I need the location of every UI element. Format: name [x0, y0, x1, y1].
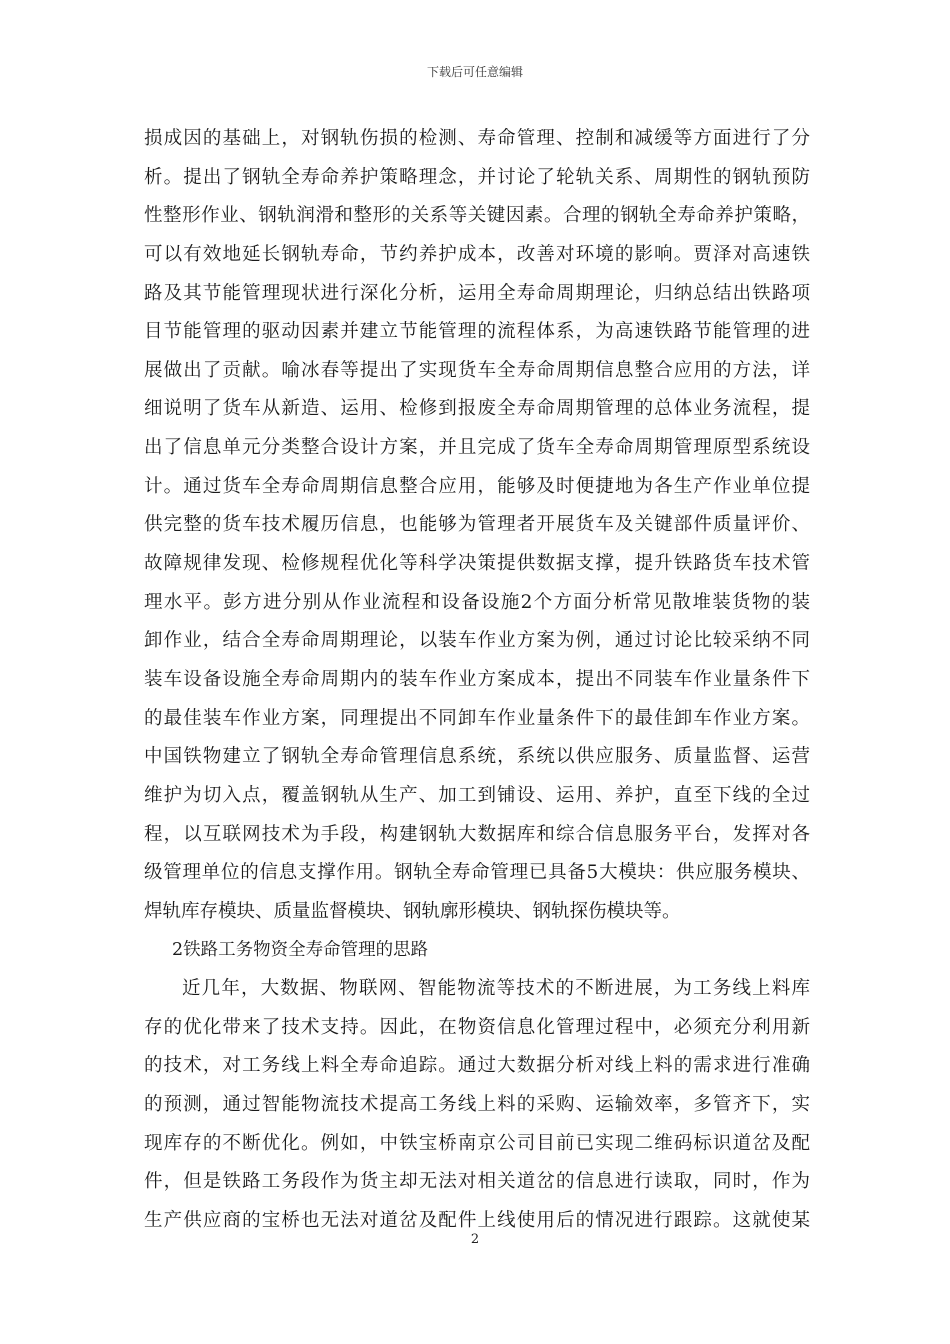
page-number: 2 — [470, 1232, 480, 1247]
text-line: 出了信息单元分类整合设计方案，并且完成了货车全寿命周期管理原型系统设 — [144, 437, 810, 459]
text-line: 细说明了货车从新造、运用、检修到报废全寿命周期管理的总体业务流程，提 — [144, 398, 810, 420]
text-line: 现库存的不断优化。例如，中铁宝桥南京公司目前已实现二维码标识道岔及配 — [144, 1132, 810, 1154]
text-line: 路及其节能管理现状进行深化分析，运用全寿命周期理论，归纳总结出铁路项 — [144, 282, 810, 304]
text-line: 卸作业，结合全寿命周期理论，以装车作业方案为例，通过讨论比较采纳不同 — [144, 630, 810, 652]
document-body — [144, 120, 810, 1241]
text-line: 级管理单位的信息支撑作用。钢轨全寿命管理已具备5大模块：供应服务模块、 — [144, 862, 810, 884]
text-line: 可以有效地延长钢轨寿命，节约养护成本，改善对环境的影响。贾泽对高速铁 — [144, 243, 810, 265]
text-line: 近几年，大数据、物联网、智能物流等技术的不断进展，为工务线上料库 — [182, 978, 810, 1000]
page-header: 下载后可任意编辑 — [426, 65, 523, 79]
text-line: 展做出了贡献。喻冰春等提出了实现货车全寿命周期信息整合应用的方法，详 — [144, 359, 810, 381]
paragraph-1 — [144, 120, 810, 931]
text-line: 中国铁物建立了钢轨全寿命管理信息系统，系统以供应服务、质量监督、运营 — [144, 746, 810, 768]
text-line: 性整形作业、钢轨润滑和整形的关系等关键因素。合理的钢轨全寿命养护策略， — [144, 205, 810, 227]
text-line: 装车设备设施全寿命周期内的装车作业方案成本，提出不同装车作业量条件下 — [144, 668, 810, 690]
text-line: 析。提出了钢轨全寿命养护策略理念，并讨论了轮轨关系、周期性的钢轨预防 — [144, 166, 810, 188]
text-line: 故障规律发现、检修规程优化等科学决策提供数据支撑，提升铁路货车技术管 — [144, 553, 810, 575]
text-line: 的技术，对工务线上料全寿命追踪。通过大数据分析对线上料的需求进行准确 — [144, 1055, 810, 1077]
paragraph-2 — [144, 970, 810, 1240]
text-line: 维护为切入点，覆盖钢轨从生产、加工到铺设、运用、养护，直至下线的全过 — [144, 784, 810, 806]
text-line: 程，以互联网技术为手段，构建钢轨大数据库和综合信息服务平台，发挥对各 — [144, 823, 810, 845]
text-line: 计。通过货车全寿命周期信息整合应用，能够及时便捷地为各生产作业单位提 — [144, 475, 810, 497]
text-line: 理水平。彭方进分别从作业流程和设备设施2个方面分析常见散堆装货物的装 — [144, 591, 810, 613]
text-line: 件，但是铁路工务段作为货主却无法对相关道岔的信息进行读取，同时，作为 — [144, 1171, 810, 1193]
text-line: 损成因的基础上，对钢轨伤损的检测、寿命管理、控制和减缓等方面进行了分 — [144, 128, 810, 149]
text-line: 生产供应商的宝桥也无法对道岔及配件上线使用后的情况进行跟踪。这就使某 — [144, 1209, 810, 1231]
text-line: 焊轨库存模块、质量监督模块、钢轨廓形模块、钢轨探伤模块等。 — [144, 900, 681, 922]
text-line: 的最佳装车作业方案，同理提出不同卸车作业量条件下的最佳卸车作业方案。 — [144, 707, 810, 729]
text-line: 存的优化带来了技术支持。因此，在物资信息化管理过程中，必须充分利用新 — [144, 1016, 810, 1038]
text-line: 的预测，通过智能物流技术提高工务线上料的采购、运输效率，多管齐下，实 — [144, 1094, 810, 1116]
text-line: 供完整的货车技术履历信息，也能够为管理者开展货车及关键部件质量评价、 — [144, 514, 810, 536]
section-heading: 2铁路工务物资全寿命管理的思路 — [172, 940, 429, 961]
text-line: 目节能管理的驱动因素并建立节能管理的流程体系，为高速铁路节能管理的进 — [144, 321, 810, 343]
